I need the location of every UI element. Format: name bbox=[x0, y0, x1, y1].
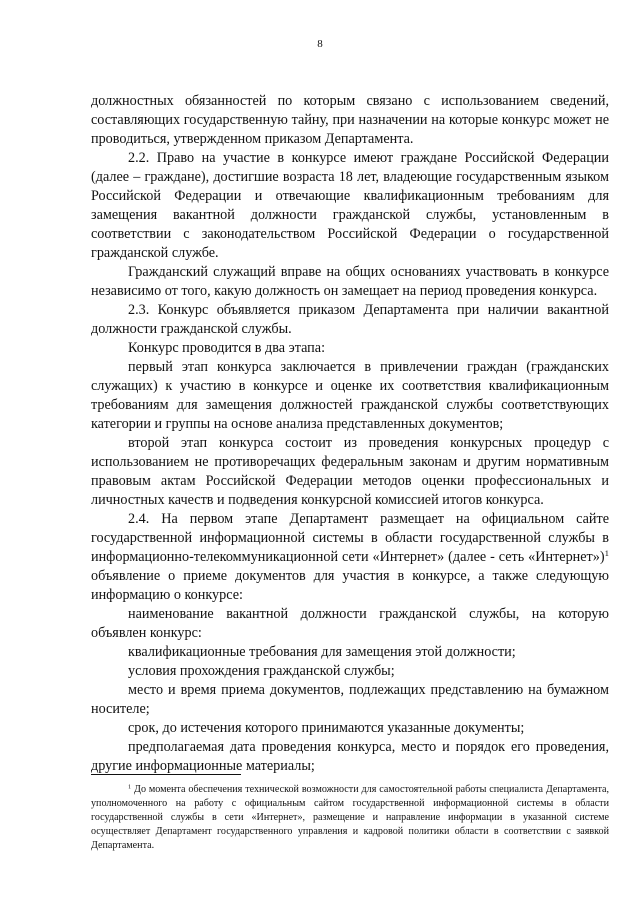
paragraph-text: 2.4. На первом этапе Департамент размещает на официальном сайте государственной информационной системы в области государственной службы в информационно-телекоммуникационной сети «Интернет» (далее - сеть «Интернет») bbox=[91, 511, 609, 565]
footnote-reference: 1 bbox=[604, 548, 609, 559]
paragraph: 2.2. Право на участие в конкурсе имеют граждане Российской Федерации (далее – граждане), достигшие возраста 18 лет, владеющие государственным языком Российской Федерации и отвечающие квалификационным требованиям для замещения вакантной должности гражданской службы, установленным в соответствии с законодательством Российской Федерации о государственной гражданской службе. bbox=[91, 150, 609, 261]
body-text bbox=[91, 92, 609, 776]
footnote bbox=[91, 783, 609, 853]
paragraph: место и время приема документов, подлежащих представлению на бумажном носителе; bbox=[91, 682, 609, 717]
paragraph: 2.3. Конкурс объявляется приказом Департамента при наличии вакантной должности гражданской службы. bbox=[91, 302, 609, 337]
footnote-mark: 1 bbox=[128, 783, 132, 791]
paragraph: срок, до истечения которого принимаются указанные документы; bbox=[128, 720, 525, 736]
paragraph: Конкурс проводится в два этапа: bbox=[128, 340, 326, 356]
paragraph: второй этап конкурса состоит из проведения конкурсных процедур с использованием не противоречащих федеральным законам и другим нормативным правовым актам Российской Федерации методов оценки профессиональных и личностных качеств и подведения конкурсной комиссией итогов конкурса. bbox=[91, 435, 609, 508]
paragraph: первый этап конкурса заключается в привлечении граждан (гражданских служащих) к участию в конкурсе и оценке их соответствия квалификационным требованиям для замещения должностей гражданской службы соответствующих категории и группы на основе анализа представленных документов; bbox=[91, 359, 609, 432]
footnote-separator bbox=[91, 774, 241, 775]
paragraph: условия прохождения гражданской службы; bbox=[128, 663, 395, 679]
footnote-text: До момента обеспечения технической возможности для самостоятельной работы специалиста Департамента, уполномоченного на работу с официальным сайтом государственной информационной системы в области государственной службы в сети «Интернет», размещение и направление информации в указанной системе осуществляет Департамент государственного управления и кадровой политики области в соответствии с заявкой Департамента. bbox=[91, 784, 609, 851]
paragraph: квалификационные требования для замещения этой должности; bbox=[128, 644, 516, 660]
page-number: 8 bbox=[317, 38, 323, 50]
paragraph: наименование вакантной должности гражданской службы, на которую объявлен конкурс: bbox=[91, 606, 609, 641]
paragraph-with-footnote-ref bbox=[91, 510, 609, 605]
paragraph: Гражданский служащий вправе на общих основаниях участвовать в конкурсе независимо от того, какую должность он замещает на период проведения конкурса. bbox=[91, 264, 609, 299]
paragraph: должностных обязанностей по которым связано с использованием сведений, составляющих государственную тайну, при назначении на которые конкурс может не проводиться, утвержденном приказом Департамента. bbox=[91, 93, 609, 147]
paragraph-text-continued: объявление о приеме документов для участия в конкурсе, а также следующую информацию о конкурсе: bbox=[91, 568, 609, 603]
paragraph: предполагаемая дата проведения конкурса, место и порядок его проведения, другие информационные материалы; bbox=[91, 739, 609, 774]
